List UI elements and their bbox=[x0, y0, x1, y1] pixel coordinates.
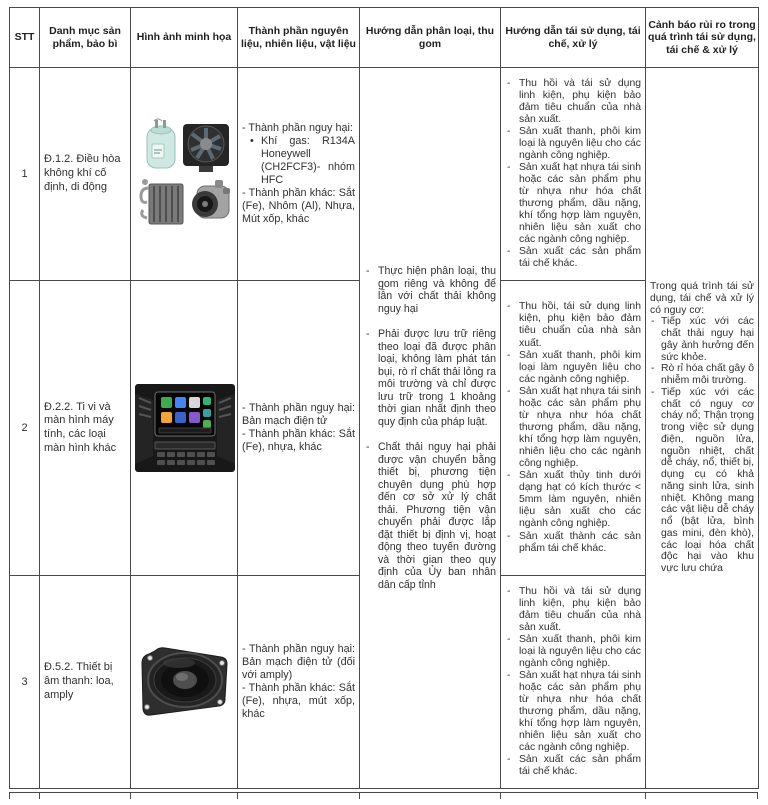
other-components: - Thành phần khác: Sắt (Fe), nhựa, mút xốp, khác bbox=[242, 682, 355, 721]
row1-recycling bbox=[501, 68, 646, 281]
recycling-item: - Thu hồi, tái sử dụng linh kiện, phụ kiện bảo đảm tiêu chuẩn của nhà sản xuất. bbox=[505, 301, 641, 349]
classification-cell bbox=[360, 68, 501, 789]
hazard-label: - Thành phần nguy hại: bbox=[242, 122, 355, 135]
classification-paragraph: - Chất thải nguy hại phải được vận chuyển bằng thiết bị, phương tiện chuyên dụng phù hợp đến cơ sở xử lý chất thải. Phương tiện vận chuyển phải được lắp đặt thiết bị định vị, hoạt động theo tuyến đường và thời gian theo quy định của Ủy ban nhân dân cấp tỉnh bbox=[364, 441, 496, 591]
row2-category: Đ.2.2. Ti vi và màn hình máy tính, các loại màn hình khác bbox=[40, 281, 131, 576]
col-header-image: Hình ảnh minh họa bbox=[131, 8, 238, 68]
recycling-item: - Sản xuất các sản phẩm tái chế khác. bbox=[505, 246, 641, 270]
table-grid-line bbox=[359, 793, 360, 799]
recycling-item: - Sản xuất hạt nhựa tái sinh hoặc các sản phẩm phụ từ nhựa như hóa chất thương phẩm, dầu nặng, khí tổng hợp làm nguyên, nhiên liệu sản xuất cho các ngành công nghiệp. bbox=[505, 670, 641, 754]
recycling-item: - Sản xuất các sản phẩm tái chế khác. bbox=[505, 754, 641, 778]
row3-components bbox=[238, 576, 360, 789]
recycling-item: - Sản xuất thanh, phôi kim loại là nguyên liệu cho các ngành công nghiệp. bbox=[505, 634, 641, 670]
warning-item: - Tiếp xúc với các chất có nguy cơ cháy nổ; Thận trọng trong việc sử dụng điện, nguồn lửa, nguồn nhiệt, chất dễ cháy, nổ, thiết bị, dụng cụ có khả năng sinh lửa, sinh nhiệt. Không mang các vật liệu dễ cháy nổ (bật lửa, bình gas mini, đèn khò), các loại hóa chất độc hại vào khu vực lưu chứa bbox=[650, 387, 754, 575]
speaker-image bbox=[135, 643, 233, 721]
col-header-category: Danh mục sản phẩm, bảo bì bbox=[40, 8, 131, 68]
other-components: - Thành phần khác: Sắt (Fe), nhựa, khác bbox=[242, 428, 355, 454]
recycling-item: - Sản xuất hạt nhựa tái sinh hoặc các sản phẩm phụ từ nhựa như hóa chất thương phẩm, dầu nặng, khí tổng hợp làm nguyên, nhiên liệu sản xuất cho các ngành công nghiệp. bbox=[505, 162, 641, 246]
col-header-classification: Hướng dẫn phân loại, thu gom bbox=[360, 8, 501, 68]
recycling-item: - Sản xuất hạt nhựa tái sinh hoặc các sản phẩm phụ từ nhựa như hóa chất thương phẩm, dầu nặng, khí tổng hợp làm nguyên, nhiên liệu cho các ngành công nghiệp. bbox=[505, 386, 641, 470]
table-grid-line bbox=[237, 793, 238, 799]
row1-stt: 1 bbox=[10, 68, 40, 281]
col-header-recycling: Hướng dẫn tái sử dụng, tái chế, xử lý bbox=[501, 8, 646, 68]
table-grid-line bbox=[645, 793, 646, 799]
table-row bbox=[10, 68, 759, 281]
car-infotainment-image bbox=[135, 384, 235, 472]
row3-image-cell bbox=[131, 576, 238, 789]
document-page bbox=[0, 7, 768, 805]
row1-components bbox=[238, 68, 360, 281]
warning-intro: Trong quá trình tái sử dụng, tái chế và xử lý có nguy cơ: bbox=[650, 281, 754, 316]
col-header-stt: STT bbox=[10, 8, 40, 68]
warning-cell bbox=[646, 68, 759, 789]
recycling-item: - Sản xuất thủy tinh dưới dạng hạt có kích thước < 5mm làm nguyên, nhiên liệu sản xuất cho các ngành công nghiệp. bbox=[505, 470, 641, 530]
other-components: - Thành phần khác: Sắt (Fe), Nhôm (Al), Nhựa, Mút xốp, khác bbox=[242, 187, 355, 226]
ac-components-image bbox=[135, 116, 233, 232]
col-header-warning: Cảnh báo rủi ro trong quá trình tái sử dụng, tái chế & xử lý bbox=[646, 8, 759, 68]
table-grid-line bbox=[9, 793, 10, 799]
hazard-bullet: • Khí gas: R134A Honeywell (CH2FCF3)- nhóm HFC bbox=[242, 135, 355, 187]
table-grid-line bbox=[39, 793, 40, 799]
row2-stt: 2 bbox=[10, 281, 40, 576]
header-row bbox=[10, 8, 759, 68]
recycling-item: - Sản xuất thanh, phôi kim loại làm nguyên liệu cho các ngành công nghiệp. bbox=[505, 350, 641, 386]
row1-image-cell bbox=[131, 68, 238, 281]
recycling-item: - Thu hồi và tái sử dụng linh kiện, phụ kiện bảo đảm tiêu chuẩn của nhà sản xuất. bbox=[505, 78, 641, 126]
row2-recycling bbox=[501, 281, 646, 576]
row2-components bbox=[238, 281, 360, 576]
row3-category: Đ.5.2. Thiết bị âm thanh: loa, amply bbox=[40, 576, 131, 789]
row1-category: Đ.1.2. Điều hòa không khí cố định, di động bbox=[40, 68, 131, 281]
product-table bbox=[9, 7, 759, 789]
table-grid-line bbox=[757, 793, 758, 799]
row3-stt: 3 bbox=[10, 576, 40, 789]
recycling-item: - Sản xuất thành các sản phẩm tái chế khác. bbox=[505, 531, 641, 555]
row2-image-cell bbox=[131, 281, 238, 576]
table-grid-line bbox=[130, 793, 131, 799]
classification-paragraph: - Thực hiện phân loại, thu gom riêng và không để lẫn với chất thải không nguy hại bbox=[364, 265, 496, 315]
hazard-components: - Thành phần nguy hại: Bản mạch điện tử bbox=[242, 402, 355, 428]
table-grid-line bbox=[500, 793, 501, 799]
warning-item: - Rò rỉ hóa chất gây ô nhiễm môi trường. bbox=[650, 363, 754, 387]
hazard-components: - Thành phần nguy hại: Bản mạch điện tử (đối với amply) bbox=[242, 643, 355, 682]
classification-paragraph: - Phải được lưu trữ riêng theo loại đã được phân loại, không làm phát tán bụi, rò rỉ chất thải lỏng ra môi trường và chỉ được lưu trữ trong 1 khoảng thời gian nhất định theo quy định của pháp luật. bbox=[364, 328, 496, 428]
recycling-item: - Sản xuất thanh, phôi kim loại là nguyên liệu cho các ngành công nghiệp. bbox=[505, 126, 641, 162]
warning-item: - Tiếp xúc với các chất thải nguy hại gây ảnh hưởng đến sức khỏe. bbox=[650, 316, 754, 363]
col-header-components: Thành phần nguyên liệu, nhiên liệu, vật liệu bbox=[238, 8, 360, 68]
recycling-item: - Thu hồi và tái sử dụng linh kiện, phụ kiện bảo đảm tiêu chuẩn của nhà sản xuất. bbox=[505, 586, 641, 634]
row3-recycling bbox=[501, 576, 646, 789]
